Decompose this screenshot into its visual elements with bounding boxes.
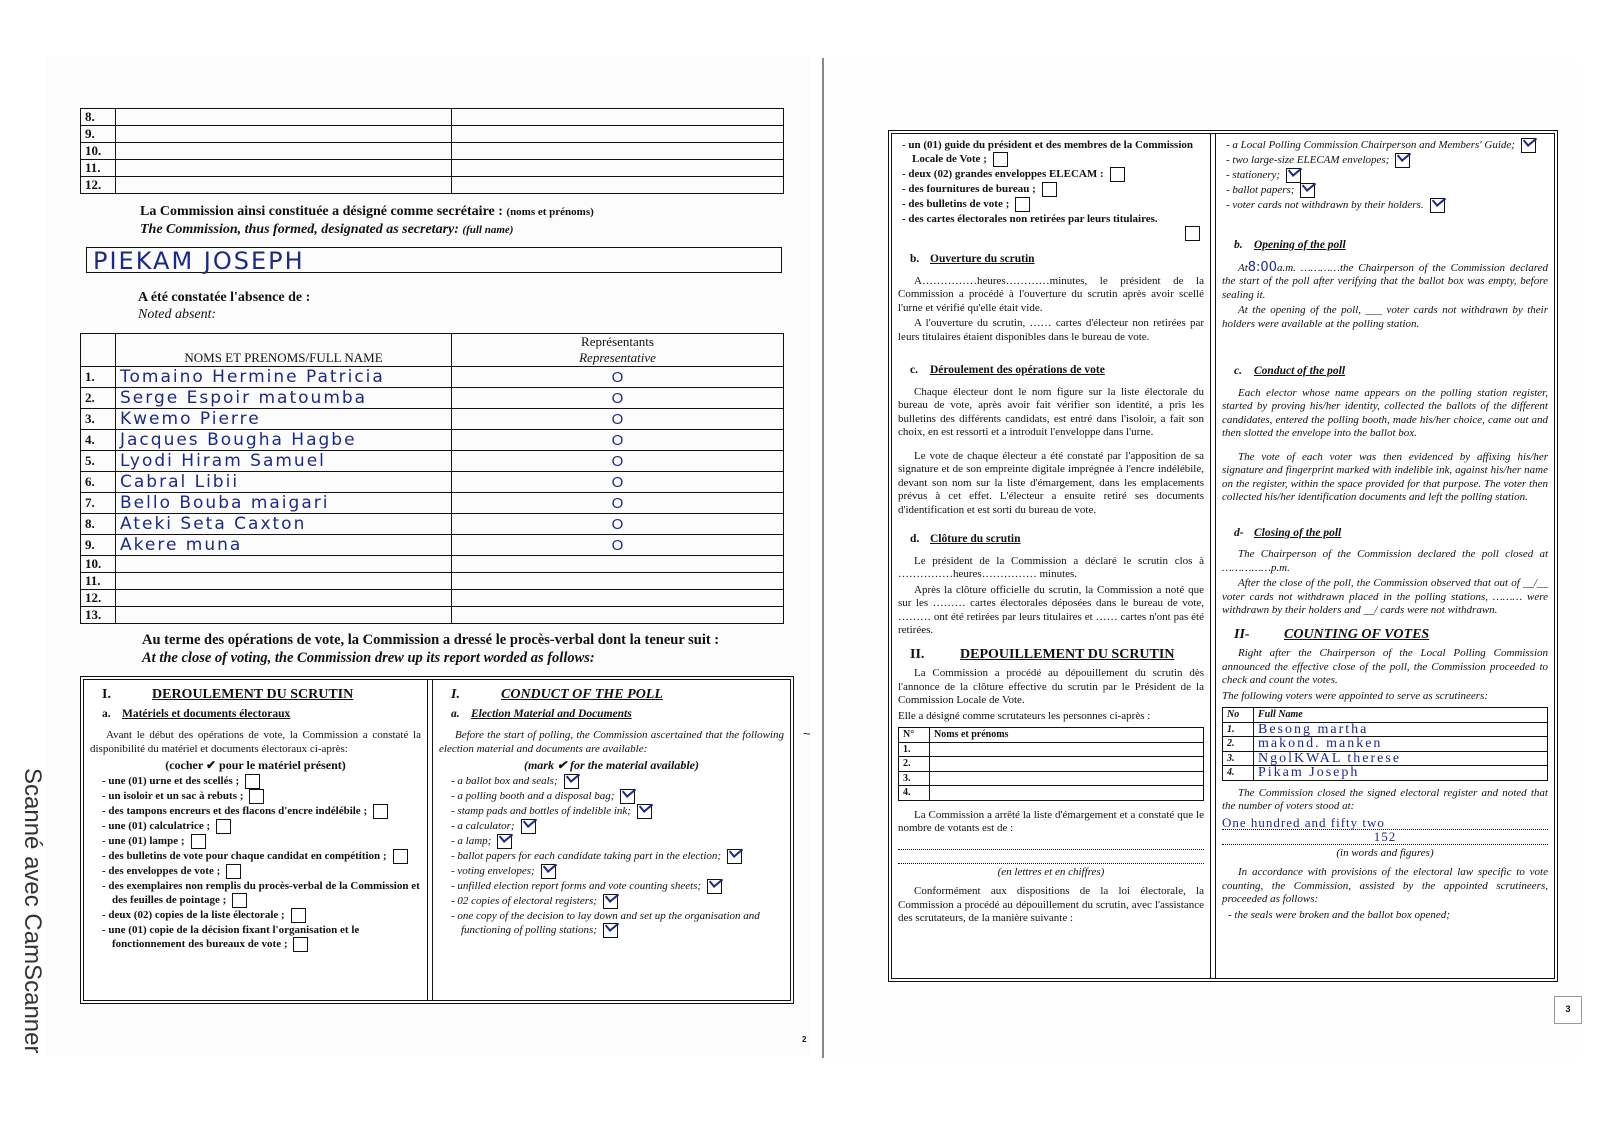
conduct-of-poll-frame bbox=[80, 676, 794, 1004]
counting-p5-en: - the seals were broken and the ballot box opened; bbox=[1228, 908, 1450, 921]
cell bbox=[452, 160, 784, 177]
checkbox-checked[interactable] bbox=[620, 789, 635, 804]
voter-count-figures-field-fr[interactable] bbox=[898, 852, 1204, 864]
row-number: 8. bbox=[81, 514, 116, 535]
scrutineer-name-field[interactable]: NgolKWAL therese bbox=[1254, 751, 1548, 766]
page-number-right: 3 bbox=[1554, 996, 1582, 1024]
absent-name: Tomaino Hermine Patricia bbox=[116, 367, 452, 388]
absent-name: Jacques Bougha Hagbe bbox=[116, 430, 452, 451]
checkbox-checked[interactable] bbox=[1395, 153, 1410, 168]
row-number: 2. bbox=[81, 388, 116, 409]
absent-name: Bello Bouba maigari bbox=[116, 493, 452, 514]
checklist-item: - a Local Polling Commission Chairperson and Members' Guide; bbox=[1226, 138, 1548, 153]
table-row bbox=[81, 590, 784, 607]
scrutineer-name-field[interactable] bbox=[930, 771, 1204, 786]
checklist-item: - deux (02) copies de la liste électorale ; bbox=[102, 908, 421, 923]
cell bbox=[116, 143, 452, 160]
absent-table bbox=[80, 333, 784, 624]
counting-p2-en: The following voters were appointed to serve as scrutineers: bbox=[1222, 689, 1489, 702]
row-number: 3. bbox=[81, 409, 116, 430]
row-number: 10. bbox=[81, 143, 116, 160]
secretary-label-en: The Commission, thus formed, designated as secretary: (full name) bbox=[140, 222, 514, 237]
absent-name: Lyodi Hiram Samuel bbox=[116, 451, 452, 472]
opening-p1-fr: A……………heures…………minutes, le président de la Commission a procédé à l'ouverture du scrutin après avoir scellé l'urne et vérifié qu'elle était vide. bbox=[898, 274, 1204, 314]
checkbox-checked[interactable] bbox=[541, 864, 556, 879]
checklist-item: - des exemplaires non remplis du procès-verbal de la Commission et des feuilles de pointage ; bbox=[102, 879, 420, 906]
checklist-item: - one copy of the decision to lay down and set up the organisation and functioning of polling stations; bbox=[451, 909, 760, 936]
absent-name bbox=[116, 607, 452, 624]
opening-title-en: b. Opening of the poll bbox=[1234, 239, 1346, 251]
representative-value: O bbox=[452, 451, 784, 472]
checkbox[interactable] bbox=[232, 893, 247, 908]
voter-count-words-field-fr[interactable] bbox=[898, 838, 1204, 850]
section-en-column bbox=[433, 680, 790, 1000]
conduct-p2-fr: Le vote de chaque électeur a été constaté par l'apposition de sa signature et de son empreinte digitale imprégnée à l'encre indélébile, devant son nom sur la liste d'émargement, dans les emplacements prévus à cet effet. L'électeur a ensuite retiré ses documents d'identification et est sorti du bureau de vote. bbox=[898, 449, 1204, 516]
closing-p1-fr: Le président de la Commission a déclaré le scrutin clos à ……………heures…………… minutes. bbox=[898, 554, 1204, 581]
opening-time-field[interactable]: 8:00 bbox=[1247, 259, 1277, 275]
checklist-item: - ballot papers for each candidate taking part in the election; bbox=[451, 849, 784, 864]
representative-value bbox=[452, 573, 784, 590]
table-row bbox=[81, 409, 784, 430]
table-row: 3. NgolKWAL therese bbox=[1223, 751, 1548, 766]
counting-p4-fr: Conformément aux dispositions de la loi électorale, la Commission a procédé au dépouillement du scrutin, avec l'assistance des scrutateurs, de la manière suivante : bbox=[898, 885, 1204, 925]
watermark: Scanné avec CamScanner bbox=[19, 768, 46, 1054]
row-number: 10. bbox=[81, 556, 116, 573]
checklist-item: - stamp pads and bottles of indelible ink; bbox=[451, 804, 784, 819]
checkbox[interactable] bbox=[245, 774, 260, 789]
row-number: 9. bbox=[81, 126, 116, 143]
page-divider bbox=[822, 58, 824, 1058]
checkbox[interactable] bbox=[1110, 167, 1125, 182]
cell bbox=[452, 143, 784, 160]
checkbox-checked[interactable] bbox=[637, 804, 652, 819]
checkbox[interactable] bbox=[291, 908, 306, 923]
cell bbox=[116, 109, 452, 126]
table-row bbox=[81, 556, 784, 573]
scrutineers-table-fr bbox=[898, 727, 1204, 801]
checkbox[interactable] bbox=[1015, 197, 1030, 212]
conduct-p2-en: The vote of each voter was then evidenced by affixing his/her signature and fingerprint marked with indelible ink, against his/her name on the register, within the space provided for that purpose. The voter then collected his/her identification documents and left the polling station. bbox=[1222, 450, 1548, 503]
opening-p1-en: At8:00a.m. …………the Chairperson of the Commission declared the start of the poll after verifying that the ballot box was empty, before sealing it. bbox=[1222, 259, 1548, 301]
conduct-p1-fr: Chaque électeur dont le nom figure sur la liste électorale du bureau de vote, après avoir fait vérifier son identité, a pris les bulletins des différents candidats, est entré dans l'isoloir, a fait son choix, en est ressorti et a introduit l'enveloppe dans l'urne. bbox=[898, 385, 1204, 439]
scrutineers-table-en bbox=[1222, 707, 1548, 781]
representative-value: O bbox=[452, 430, 784, 451]
representative-value: O bbox=[452, 535, 784, 556]
header-num bbox=[81, 334, 116, 367]
table-row: 2. makond. manken bbox=[1223, 737, 1548, 752]
counting-p3-en: The Commission closed the signed electoral register and noted that the number of voters stood at: bbox=[1222, 786, 1548, 812]
checklist-item: - des cartes électorales non retirées par leurs titulaires. bbox=[902, 212, 1204, 241]
section-title-en: I. CONDUCT OF THE POLL bbox=[451, 687, 663, 702]
checkbox-checked[interactable] bbox=[1521, 138, 1536, 153]
checklist-item: - un (01) guide du président et des membres de la Commission Locale de Vote ; bbox=[902, 139, 1194, 166]
absent-name bbox=[116, 573, 452, 590]
absent-name: Cabral Libii bbox=[116, 472, 452, 493]
scrutineer-name-field[interactable] bbox=[930, 742, 1204, 757]
representative-value bbox=[452, 590, 784, 607]
material-checklist-en-continued bbox=[1222, 138, 1548, 213]
row-number: 6. bbox=[81, 472, 116, 493]
table-row: 4. bbox=[899, 786, 1204, 801]
right-en-column bbox=[1216, 134, 1554, 978]
opening-p2-fr: A l'ouverture du scrutin, …… cartes d'électeur non retirées par leurs titulaires étaient disponibles dans le bureau de vote. bbox=[898, 317, 1204, 343]
stray-pen-mark: ~ bbox=[803, 726, 811, 741]
row-number: 12. bbox=[81, 590, 116, 607]
page-number-left: 2 bbox=[802, 1035, 807, 1044]
header-representative: Représentants Representative bbox=[452, 334, 784, 367]
checklist-item: - 02 copies of electoral registers; bbox=[451, 894, 784, 909]
table-row: 2. bbox=[899, 757, 1204, 772]
counting-p3-fr: La Commission a arrêté la liste d'émargement et a constaté que le nombre de votants est de : bbox=[898, 808, 1204, 835]
checklist-item: - two large-size ELECAM envelopes; bbox=[1226, 153, 1548, 168]
checkbox-checked[interactable] bbox=[521, 819, 536, 834]
counting-p2-fr: Elle a désigné comme scrutateurs les personnes ci-après : bbox=[898, 709, 1151, 722]
absent-name: Kwemo Pierre bbox=[116, 409, 452, 430]
table-header: N° Noms et prénoms bbox=[899, 728, 1204, 743]
counting-title-fr: II. DEPOUILLEMENT DU SCRUTIN bbox=[910, 646, 1175, 662]
close-statement-en: At the close of voting, the Commission drew up its report worded as follows: bbox=[142, 650, 595, 666]
checkbox[interactable] bbox=[993, 152, 1008, 167]
checklist-item: - des tampons encreurs et des flacons d'encre indélébile ; bbox=[102, 804, 421, 819]
section-title-fr: I. DEROULEMENT DU SCRUTIN bbox=[102, 687, 354, 702]
checkbox[interactable] bbox=[249, 789, 264, 804]
checklist-item: - a lamp; bbox=[451, 834, 784, 849]
count-note-en: (in words and figures) bbox=[1336, 846, 1434, 859]
section-fr-column bbox=[84, 680, 427, 1000]
row-number: 13. bbox=[81, 607, 116, 624]
checklist-item: - des fournitures de bureau ; bbox=[902, 182, 1204, 197]
table-row: 3. bbox=[899, 771, 1204, 786]
checklist-item: - une (01) lampe ; bbox=[102, 834, 421, 849]
representative-value: O bbox=[452, 493, 784, 514]
table-row bbox=[81, 451, 784, 472]
representative-value bbox=[452, 607, 784, 624]
checkbox[interactable] bbox=[226, 864, 241, 879]
checklist-item: - voter cards not withdrawn by their holders. bbox=[1226, 198, 1548, 213]
table-row bbox=[81, 472, 784, 493]
representative-value: O bbox=[452, 367, 784, 388]
checkbox[interactable] bbox=[1185, 226, 1200, 241]
absent-name bbox=[116, 556, 452, 573]
row-number: 5. bbox=[81, 451, 116, 472]
table-row: 1. bbox=[899, 742, 1204, 757]
table-row bbox=[81, 514, 784, 535]
checklist-item: - une (01) calculatrice ; bbox=[102, 819, 421, 834]
checklist-item: - stationery; bbox=[1226, 168, 1548, 183]
representative-value: O bbox=[452, 388, 784, 409]
absent-label-en: Noted absent: bbox=[138, 307, 217, 322]
checklist-item: - des bulletins de vote pour chaque candidat en compétition ; bbox=[102, 849, 421, 864]
scrutineer-name-field[interactable]: Besong martha bbox=[1254, 722, 1548, 737]
secretary-name-field[interactable]: PIEKAM JOSEPH bbox=[86, 247, 782, 273]
checklist-item: - des enveloppes de vote ; bbox=[102, 864, 421, 879]
header-full-name: NOMS ET PRENOMS/FULL NAME bbox=[116, 334, 452, 367]
table-row bbox=[81, 160, 784, 177]
cell bbox=[452, 109, 784, 126]
representative-value bbox=[452, 556, 784, 573]
counting-p1-en: Right after the Chairperson of the Local Polling Commission announced the effective close of the poll, the Commission proceeded to check and count the votes. bbox=[1222, 647, 1548, 686]
checkbox[interactable] bbox=[1042, 182, 1057, 197]
scrutineer-name-field[interactable]: makond. manken bbox=[1254, 737, 1548, 752]
absent-name: Akere muna bbox=[116, 535, 452, 556]
scrutineer-name-field[interactable] bbox=[930, 786, 1204, 801]
checkbox-checked[interactable] bbox=[727, 849, 742, 864]
row-number: 11. bbox=[81, 160, 116, 177]
checklist-item: - a ballot box and seals; bbox=[451, 774, 784, 789]
table-row bbox=[81, 177, 784, 194]
checklist-item: - des bulletins de vote ; bbox=[902, 197, 1204, 212]
checkbox[interactable] bbox=[293, 937, 308, 952]
table-row: 4. Pikam Joseph bbox=[1223, 766, 1548, 781]
count-note-fr: (en lettres et en chiffres) bbox=[997, 865, 1105, 878]
material-checklist-en bbox=[439, 774, 784, 938]
checklist-item: - a calculator; bbox=[451, 819, 784, 834]
subsection-title-fr: a. Matériels et documents électoraux bbox=[102, 707, 291, 720]
row-number: 8. bbox=[81, 109, 116, 126]
right-fr-column bbox=[892, 134, 1210, 978]
cell bbox=[116, 177, 452, 194]
checkbox-checked[interactable] bbox=[1300, 183, 1315, 198]
table-row bbox=[81, 430, 784, 451]
table-header: No Full Name bbox=[1223, 708, 1548, 723]
opening-title-fr: b. Ouverture du scrutin bbox=[910, 253, 1035, 266]
counting-p4-en: In accordance with provisions of the electoral law specific to vote counting, the Commission, assisted by the appointed scrutineers, proceeded as follows: bbox=[1222, 866, 1548, 905]
table-row bbox=[81, 367, 784, 388]
closing-p2-en: After the close of the poll, the Commission observed that out of __/__ voter cards not withdrawn placed in the polling stations, ……… were withdrawn by their holders and __/ cards were not withdrawn. bbox=[1222, 577, 1548, 616]
conduct-title-en: c. Conduct of the poll bbox=[1234, 365, 1346, 377]
conduct-p1-en: Each elector whose name appears on the polling station register, started by proving his/her identity, collected the ballots of the different candidates, entered the polling booth, made his/her choice, came out and then slotted the envelope into the ballot box. bbox=[1222, 386, 1548, 439]
row-number: 1. bbox=[81, 367, 116, 388]
checkbox-checked[interactable] bbox=[1430, 198, 1445, 213]
representative-value: O bbox=[452, 514, 784, 535]
closing-title-fr: d. Clôture du scrutin bbox=[910, 533, 1021, 546]
table-row bbox=[81, 143, 784, 160]
material-checklist-fr-continued bbox=[898, 138, 1204, 241]
table-header bbox=[81, 334, 784, 367]
checklist-item: - deux (02) grandes enveloppes ELECAM : bbox=[902, 167, 1204, 182]
voter-count-words-field[interactable]: One hundred and fifty two bbox=[1222, 816, 1548, 831]
table-row bbox=[81, 607, 784, 624]
secretary-label-fr: La Commission ainsi constituée a désigné comme secrétaire : (noms et prénoms) bbox=[140, 204, 594, 219]
closing-p1-en: The Chairperson of the Commission declared the poll closed at ……………p.m. bbox=[1222, 548, 1548, 574]
checklist-item: - unfilled election report forms and vote counting sheets; bbox=[451, 879, 784, 894]
close-statement-fr: Au terme des opérations de vote, la Commission a dressé le procès-verbal dont la teneur suit : bbox=[142, 632, 720, 648]
row-number: 9. bbox=[81, 535, 116, 556]
right-page-frame bbox=[888, 130, 1558, 982]
closing-title-en: d- Closing of the poll bbox=[1234, 526, 1342, 539]
table-row bbox=[81, 388, 784, 409]
closing-p2-fr: Après la clôture officielle du scrutin, la Commission a noté que sur les ……… cartes électorales déposées dans le bureau de vote, ……… ont été retirées par leurs titulaires et …… cartes n'ont pas été retirées. bbox=[898, 583, 1204, 637]
checkbox[interactable] bbox=[373, 804, 388, 819]
intro-fr: Avant le début des opérations de vote, la Commission a constaté la disponibilité du matériel et documents électoraux ci-après: bbox=[90, 729, 421, 755]
cell bbox=[452, 126, 784, 143]
scrutineer-name-field[interactable] bbox=[930, 757, 1204, 772]
checklist-item: - a polling booth and a disposal bag; bbox=[451, 789, 784, 804]
table-row bbox=[81, 573, 784, 590]
row-number: 12. bbox=[81, 177, 116, 194]
checkbox[interactable] bbox=[393, 849, 408, 864]
cell bbox=[116, 160, 452, 177]
mark-note-fr: (cocher ✔ pour le matériel présent) bbox=[165, 758, 346, 772]
row-number: 11. bbox=[81, 573, 116, 590]
material-checklist-fr bbox=[90, 774, 421, 952]
checkbox-checked[interactable] bbox=[707, 879, 722, 894]
voter-count-figures-field[interactable]: 152 bbox=[1222, 830, 1548, 845]
counting-p1-fr: La Commission a procédé au dépouillement du scrutin dès l'annonce de la clôture effective du scrutin par le Président de la Commission Locale de Vote. bbox=[898, 667, 1204, 707]
table-row bbox=[81, 535, 784, 556]
opening-p2-en: At the opening of the poll, ___ voter cards not withdrawn by their holders were available at the polling station. bbox=[1222, 304, 1548, 330]
absent-name bbox=[116, 590, 452, 607]
checkbox-checked[interactable] bbox=[497, 834, 512, 849]
checklist-item: - voting envelopes; bbox=[451, 864, 784, 879]
checkbox-checked[interactable] bbox=[564, 774, 579, 789]
checkbox[interactable] bbox=[191, 834, 206, 849]
intro-en: Before the start of polling, the Commission ascertained that the following election material and documents are available: bbox=[439, 729, 784, 755]
members-table-continued bbox=[80, 108, 784, 194]
absent-label-fr: A été constatée l'absence de : bbox=[138, 290, 311, 305]
cell bbox=[452, 177, 784, 194]
checkbox[interactable] bbox=[216, 819, 231, 834]
checklist-item: - une (01) copie de la décision fixant l'organisation et le fonctionnement des bureaux de vote ; bbox=[102, 923, 360, 950]
checkbox-checked[interactable] bbox=[1286, 168, 1301, 183]
checkbox-checked[interactable] bbox=[603, 923, 618, 938]
counting-title-en: II- COUNTING OF VOTES bbox=[1234, 626, 1430, 642]
subsection-title-en: a. Election Material and Documents bbox=[451, 707, 632, 720]
row-number: 7. bbox=[81, 493, 116, 514]
absent-name: Serge Espoir matoumba bbox=[116, 388, 452, 409]
conduct-title-fr: c. Déroulement des opérations de vote bbox=[910, 364, 1105, 377]
row-number: 4. bbox=[81, 430, 116, 451]
checkbox-checked[interactable] bbox=[603, 894, 618, 909]
table-row bbox=[81, 109, 784, 126]
checklist-item: - ballot papers; bbox=[1226, 183, 1548, 198]
representative-value: O bbox=[452, 472, 784, 493]
representative-value: O bbox=[452, 409, 784, 430]
absent-name: Ateki Seta Caxton bbox=[116, 514, 452, 535]
table-row bbox=[81, 493, 784, 514]
checklist-item: - un isoloir et un sac à rebuts ; bbox=[102, 789, 421, 804]
table-row: 1. Besong martha bbox=[1223, 722, 1548, 737]
table-row bbox=[81, 126, 784, 143]
cell bbox=[116, 126, 452, 143]
scrutineer-name-field[interactable]: Pikam Joseph bbox=[1254, 766, 1548, 781]
checklist-item: - une (01) urne et des scellés ; bbox=[102, 774, 421, 789]
mark-note-en: (mark ✔ for the material available) bbox=[523, 758, 700, 772]
